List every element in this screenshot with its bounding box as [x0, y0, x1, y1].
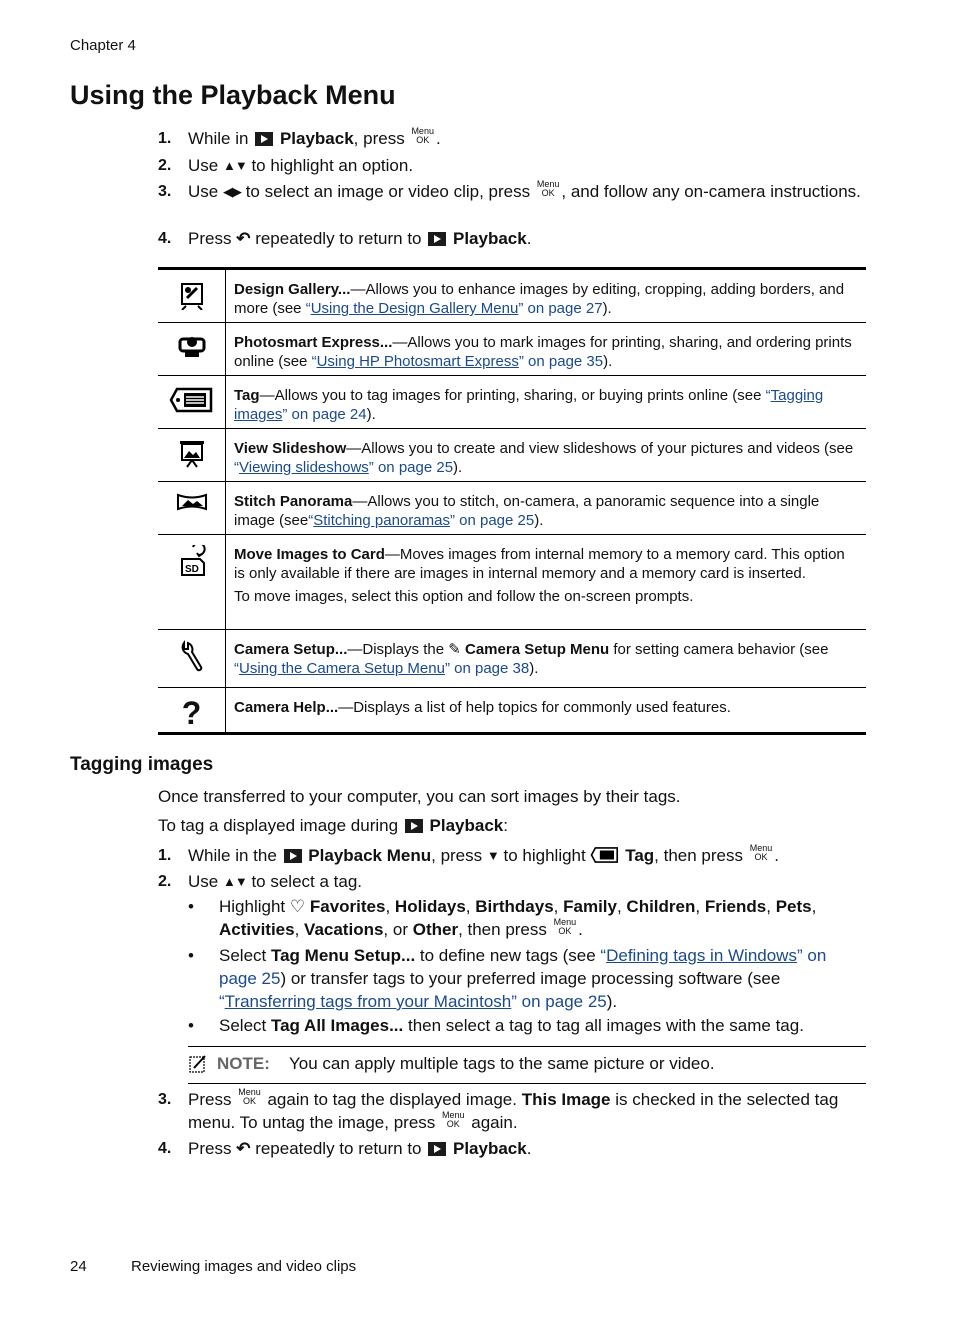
- step-number: 2.: [158, 157, 172, 174]
- menu-item-desc: —Allows you to stitch, on-camera, a panoramic sequence into a single image (see: [234, 493, 820, 529]
- section-heading: Tagging images: [70, 754, 214, 775]
- menu-item-desc: for setting camera behavior (see: [609, 641, 829, 658]
- step-text: , then press: [654, 846, 743, 865]
- tag-icon: [590, 846, 620, 865]
- menu-item-end: ).: [366, 406, 376, 423]
- link-page[interactable]: on page 27: [523, 300, 603, 317]
- note-label: NOTE:: [217, 1054, 270, 1073]
- tag-name: Children: [626, 897, 696, 916]
- tag-label: Tag: [625, 846, 655, 865]
- step-text: repeatedly to return to: [255, 1139, 422, 1158]
- table-row: View Slideshow—Allows you to create and view slideshows of your pictures and videos (see “Viewing slideshows” on page 25).: [158, 429, 866, 482]
- bullet-text: to define new tags (see: [419, 946, 596, 965]
- left-right-arrows-icon: ◀▶: [222, 184, 241, 199]
- menu-item-name: Camera Setup...: [234, 641, 348, 658]
- note-text: You can apply multiple tags to the same picture or video.: [289, 1054, 715, 1073]
- table-row: Tag—Allows you to tag images for printing, sharing, or buying prints online (see “Tagging images” on page 24).: [158, 376, 866, 429]
- step-text: Press: [188, 229, 232, 248]
- menu-ok-icon: [411, 127, 434, 145]
- step-text: Press: [188, 1090, 232, 1109]
- link-tagging-images[interactable]: Tagging images: [234, 387, 824, 423]
- menu-item-desc: —Displays the: [347, 641, 445, 658]
- menu-ok-icon: [442, 1111, 465, 1129]
- slideshow-icon: [158, 429, 226, 481]
- bullet-text: then select a tag to tag all images with the same tag.: [407, 1016, 804, 1035]
- bullet-text: , then press: [458, 920, 547, 939]
- bullet-text: , or: [383, 920, 408, 939]
- table-row: Design Gallery...—Allows you to enhance images by editing, cropping, adding borders, and more (see “Using the Design Gallery Menu” on page 27).: [158, 270, 866, 323]
- this-image-label: This Image: [521, 1090, 611, 1109]
- design-gallery-icon: [158, 270, 226, 322]
- tag-menu-setup-label: Tag Menu Setup...: [270, 946, 416, 965]
- tag-name: Other: [412, 920, 459, 939]
- step-number: 1.: [158, 847, 172, 864]
- step-text: Press: [188, 1139, 232, 1158]
- menu-ok-bottom: OK: [541, 188, 555, 198]
- bullet-dot: •: [188, 1016, 194, 1035]
- link-page[interactable]: on page 38: [449, 660, 530, 677]
- link-photosmart-express[interactable]: Using HP Photosmart Express: [316, 353, 519, 370]
- intro-text: To tag a displayed image during: [158, 816, 399, 835]
- step-text: .: [526, 1139, 532, 1158]
- tag-icon: [158, 376, 226, 428]
- camera-setup-menu-label: Camera Setup Menu: [465, 641, 610, 658]
- bullet-text: ) or transfer tags to your preferred image processing software (see: [280, 969, 781, 988]
- step-text: again.: [471, 1113, 518, 1132]
- table-row: Photosmart Express...—Allows you to mark images for printing, sharing, and ordering prints online (see “Using HP Photosmart Express” on page 35).: [158, 323, 866, 376]
- menu-ok-top: Menu: [553, 917, 577, 927]
- step-number: 2.: [158, 873, 172, 890]
- intro-text: Once transferred to your computer, you can sort images by their tags.: [158, 787, 681, 806]
- bullet-text: .: [578, 920, 583, 939]
- playback-menu-label: Playback Menu: [308, 846, 432, 865]
- menu-ok-icon: [750, 844, 773, 862]
- step-text: again to tag the displayed image.: [267, 1090, 517, 1109]
- step-text: While in: [188, 129, 249, 148]
- back-arrow-icon: ↶: [236, 229, 251, 248]
- link-camera-setup[interactable]: Using the Camera Setup Menu: [239, 660, 445, 677]
- link-stitching-panoramas[interactable]: Stitching panoramas: [313, 512, 450, 529]
- up-down-arrows-icon: ▲▼: [222, 158, 247, 173]
- link-viewing-slideshows[interactable]: Viewing slideshows: [239, 459, 369, 476]
- link-design-gallery[interactable]: Using the Design Gallery Menu: [310, 300, 519, 317]
- menu-item-end: ).: [534, 512, 544, 529]
- tag-all-images-label: Tag All Images...: [270, 1016, 404, 1035]
- menu-ok-top: Menu: [749, 843, 773, 853]
- table-row: Stitch Panorama—Allows you to stitch, on-camera, a panoramic sequence into a single image (see“Stitching panoramas” on page 25).: [158, 482, 866, 535]
- link-page[interactable]: on page 24: [287, 406, 367, 423]
- menu-ok-icon: [537, 180, 560, 198]
- step-text: Use: [188, 156, 219, 175]
- menu-item-desc: —Allows you to mark images for printing, sharing, and ordering prints online (see: [234, 334, 852, 370]
- menu-ok-bottom: OK: [558, 926, 572, 936]
- step-text: Use: [188, 872, 219, 891]
- link-page[interactable]: on page 25: [219, 946, 827, 988]
- playback-icon: [428, 1142, 446, 1156]
- bullet-text: Select: [219, 946, 267, 965]
- step-number: 3.: [158, 183, 172, 200]
- intro-text: :: [503, 816, 508, 835]
- link-page[interactable]: on page 25: [516, 992, 607, 1011]
- svg-text:SD: SD: [184, 564, 199, 575]
- step-text: .: [435, 129, 441, 148]
- menu-ok-icon: [554, 918, 577, 936]
- menu-item-desc: —Allows you to tag images for printing, sharing, or buying prints online (see: [259, 387, 766, 404]
- playback-menu-table: [158, 267, 866, 735]
- menu-ok-icon: [238, 1088, 261, 1106]
- menu-ok-bottom: OK: [242, 1096, 256, 1106]
- chapter-label: Chapter 4: [70, 37, 136, 54]
- step-text: Use: [188, 182, 219, 201]
- page-number: 24: [70, 1258, 87, 1275]
- heart-icon: ♡: [289, 897, 306, 916]
- menu-item-extra: To move images, select this option and follow the on-screen prompts.: [234, 588, 694, 605]
- menu-item-desc: —Allows you to enhance images by editing, cropping, adding borders, and more (see: [234, 281, 845, 317]
- menu-item-name: View Slideshow: [234, 440, 347, 457]
- step-text: is checked in the selected tag menu. To untag the image, press: [188, 1090, 839, 1132]
- step-text: to select an image or video clip, press: [245, 182, 531, 201]
- link-transferring-tags[interactable]: Transferring tags from your Macintosh: [224, 992, 512, 1011]
- menu-item-end: ).: [603, 353, 613, 370]
- menu-ok-top: Menu: [238, 1087, 261, 1097]
- menu-item-desc: —Displays a list of help topics for commonly used features.: [338, 699, 731, 716]
- tag-name: Holidays: [394, 897, 466, 916]
- tag-name: Pets: [775, 897, 812, 916]
- step-text: .: [526, 229, 532, 248]
- question-icon: ?: [158, 688, 226, 732]
- down-arrow-icon: ▼: [486, 848, 499, 863]
- bullet-dot: •: [188, 946, 194, 965]
- tag-name: Friends: [704, 897, 767, 916]
- sd-card-icon: [158, 535, 226, 629]
- menu-item-name: Photosmart Express...: [234, 334, 393, 351]
- step-text: While in the: [188, 846, 277, 865]
- up-down-arrows-icon: ▲▼: [222, 874, 247, 889]
- wrench-icon: [158, 630, 226, 687]
- step-text: to highlight an option.: [251, 156, 414, 175]
- menu-ok-top: Menu: [536, 179, 560, 189]
- intro-text-2: [158, 814, 858, 837]
- playback-label: Playback: [452, 1139, 527, 1158]
- step-text: , press: [431, 846, 483, 865]
- step-number: 1.: [158, 130, 172, 147]
- step-text: , press: [353, 129, 405, 148]
- link-page[interactable]: on page 25: [454, 512, 535, 529]
- step-text: to select a tag.: [251, 872, 363, 891]
- bullet-text: ).: [606, 992, 618, 1011]
- wrench-icon: ✎: [448, 641, 461, 658]
- menu-item-end: ).: [453, 459, 463, 476]
- link-defining-tags[interactable]: Defining tags in Windows: [606, 946, 797, 965]
- tag-name: Vacations: [304, 920, 384, 939]
- panorama-icon: [158, 482, 226, 534]
- menu-ok-bottom: OK: [446, 1119, 460, 1129]
- table-row: [158, 535, 866, 630]
- playback-icon: [255, 132, 273, 146]
- step-number: 4.: [158, 230, 172, 247]
- bullet-dot: •: [188, 897, 194, 916]
- step-number: 4.: [158, 1140, 172, 1157]
- photosmart-express-icon: [158, 323, 226, 375]
- link-page[interactable]: on page 25: [373, 459, 454, 476]
- footer-text: Reviewing images and video clips: [131, 1258, 357, 1275]
- menu-item-name: Tag: [234, 387, 260, 404]
- menu-item-desc: —Moves images from internal memory to a memory card. This option is only available if there are images in internal memory and a memory card is inserted.: [234, 546, 845, 582]
- back-arrow-icon: ↶: [236, 1139, 251, 1158]
- menu-item-desc: —Allows you to create and view slideshows of your pictures and videos (see: [346, 440, 854, 457]
- link-page[interactable]: on page 35: [523, 353, 604, 370]
- playback-label: Playback: [452, 229, 527, 248]
- playback-icon: [428, 232, 446, 246]
- playback-icon: [405, 819, 423, 833]
- playback-icon: [284, 849, 302, 863]
- bullet-text: Highlight: [219, 897, 286, 916]
- playback-label: Playback: [429, 816, 504, 835]
- menu-item-end: ).: [529, 660, 539, 677]
- step-text: to highlight: [503, 846, 586, 865]
- menu-ok-top: Menu: [442, 1110, 465, 1120]
- tag-name: Family: [563, 897, 617, 916]
- menu-ok-top: Menu: [411, 126, 434, 136]
- playback-label: Playback: [279, 129, 354, 148]
- step-text: repeatedly to return to: [255, 229, 422, 248]
- menu-ok-bottom: OK: [754, 852, 768, 862]
- step-number: 3.: [158, 1091, 172, 1108]
- tag-name: Birthdays: [475, 897, 554, 916]
- table-row: Camera Setup...—Displays the ✎ Camera Setup Menu for setting camera behavior (see “Using the Camera Setup Menu” on page 38).: [158, 630, 866, 688]
- tag-name: Favorites: [309, 897, 386, 916]
- bullet-text: Select: [219, 1016, 267, 1035]
- menu-item-name: Design Gallery...: [234, 281, 351, 298]
- menu-item-name: Camera Help...: [234, 699, 339, 716]
- page-title: Using the Playback Menu: [70, 80, 396, 110]
- menu-ok-bottom: OK: [416, 135, 430, 145]
- menu-item-name: Move Images to Card: [234, 546, 385, 563]
- menu-item-name: Stitch Panorama: [234, 493, 353, 510]
- note-icon: [188, 1054, 208, 1079]
- menu-item-end: ).: [602, 300, 612, 317]
- note-box: [188, 1046, 866, 1084]
- table-row: [158, 688, 866, 732]
- step-text: .: [774, 846, 779, 865]
- step-text: , and follow any on-camera instructions.: [561, 182, 861, 201]
- tag-name: Activities: [219, 920, 295, 939]
